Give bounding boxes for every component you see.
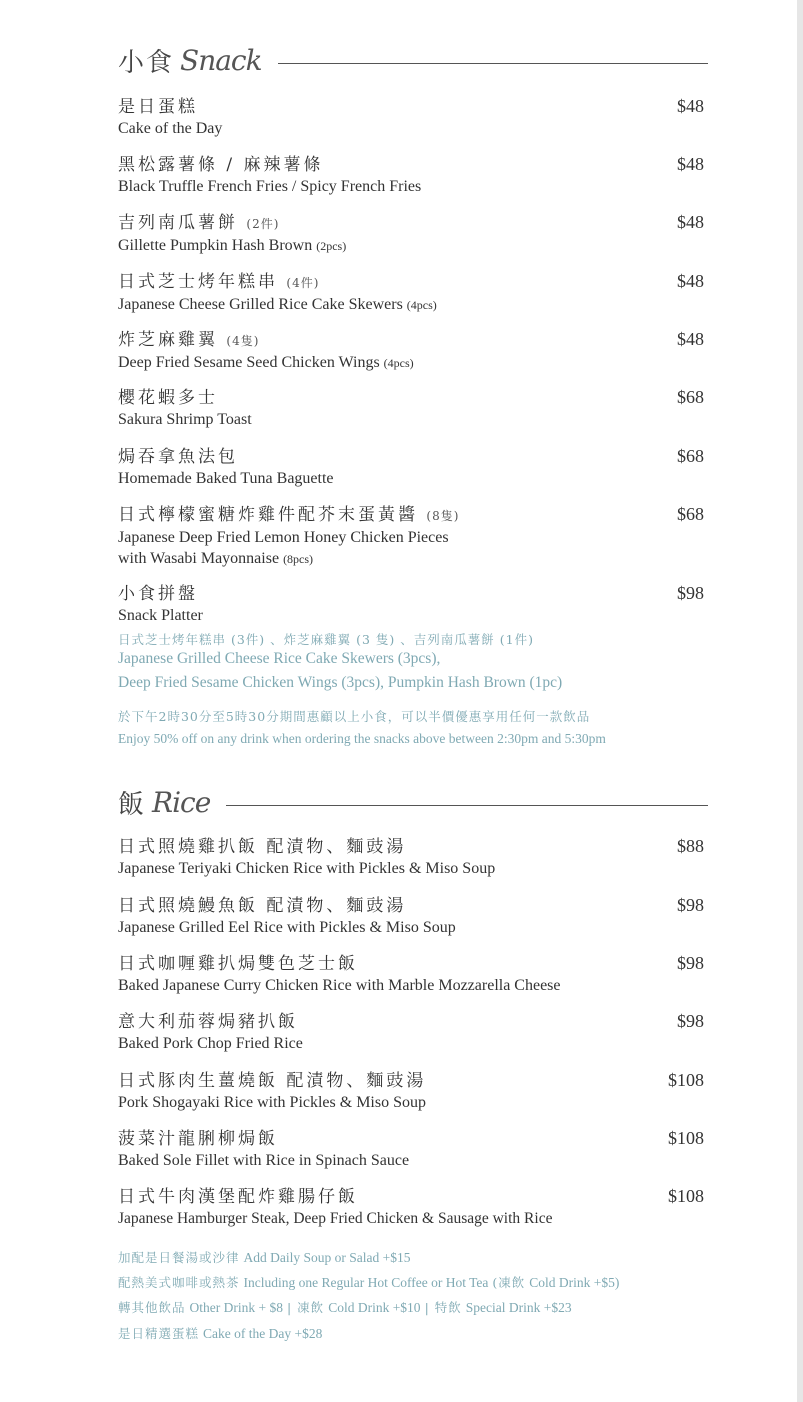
item-name-zh: 炸芝麻雞翼 [118, 330, 218, 350]
menu-item [118, 836, 704, 879]
item-name-en-line2: with Wasabi Mayonnaise [118, 550, 280, 567]
item-name-zh: 日式芝士烤年糕串 [118, 272, 278, 292]
snack-title-zh: 小食 [118, 48, 175, 78]
item-name-en: Deep Fried Sesame Seed Chicken Wings [118, 354, 380, 371]
item-name-zh: 日式照燒雞扒飯 配漬物、麵豉湯 [118, 837, 407, 857]
item-price: $98 [677, 583, 704, 603]
menu-item [118, 96, 704, 139]
item-price: $48 [677, 271, 704, 291]
item-price: $88 [677, 836, 704, 856]
menu-item [118, 504, 704, 570]
platter-detail-en-line2: Deep Fried Sesame Chicken Wings (3pcs), Pumpkin Hash Brown (1pc) [118, 674, 563, 691]
addon-cake [118, 1324, 322, 1343]
snack-title-en: Snack [180, 44, 262, 77]
item-name-en: Gillette Pumpkin Hash Brown [118, 237, 313, 254]
item-qty-zh: (4件) [286, 276, 320, 290]
item-name-en: Japanese Cheese Grilled Rice Cake Skewers [118, 296, 403, 313]
item-name-zh: 日式牛肉漢堡配炸雞腸仔飯 [118, 1187, 358, 1207]
menu-item [118, 446, 704, 489]
item-name-en: Baked Sole Fillet with Rice in Spinach Sauce [118, 1152, 410, 1169]
addon-zh: 配熱美式咖啡或熱茶 [118, 1275, 240, 1290]
menu-item [118, 1011, 704, 1054]
item-name-zh: 日式檸檬蜜糖炸雞件配芥末蛋黃醬 [118, 505, 418, 525]
addon-en-3: Special Drink +$23 [465, 1300, 572, 1315]
addon-zh: 是日精選蛋糕 [118, 1326, 200, 1341]
item-qty-en: (8pcs) [283, 552, 314, 566]
item-name-zh: 日式照燒鰻魚飯 配漬物、麵豉湯 [118, 896, 407, 916]
rice-section-header [118, 784, 708, 821]
item-name-zh: 櫻花蝦多士 [118, 388, 218, 408]
addon-en: Add Daily Soup or Salad +$15 [243, 1250, 411, 1265]
addon-zh-3: | 特飲 [424, 1300, 462, 1315]
item-price: $98 [677, 953, 704, 973]
item-name-en: Japanese Hamburger Steak, Deep Fried Chicken & Sausage with Rice [118, 1210, 553, 1227]
item-price: $48 [677, 96, 704, 116]
item-qty-zh: (2件) [246, 217, 280, 231]
item-name-en: Japanese Deep Fried Lemon Honey Chicken Pieces [118, 529, 449, 546]
rice-title-zh: 飯 [118, 790, 147, 820]
item-price: $48 [677, 154, 704, 174]
item-name-zh: 日式咖喱雞扒焗雙色芝士飯 [118, 954, 358, 974]
platter-detail-en-line1: Japanese Grilled Cheese Rice Cake Skewers (3pcs), [118, 650, 441, 667]
item-name-zh: 小食拼盤 [118, 584, 198, 604]
menu-item [118, 329, 704, 374]
addon-zh-2: | 凍飲 [287, 1300, 325, 1315]
item-price: $108 [668, 1186, 704, 1206]
addon-en: Including one Regular Hot Coffee or Hot Tea [243, 1275, 489, 1290]
addon-soup-salad [118, 1248, 411, 1267]
menu-item [118, 895, 704, 938]
menu-item [118, 271, 704, 316]
menu-item [118, 1128, 704, 1171]
menu-item [118, 953, 704, 996]
menu-item [118, 1186, 704, 1229]
item-qty-en: (2pcs) [316, 239, 347, 253]
item-price: $108 [668, 1070, 704, 1090]
addon-coffee-tea [118, 1273, 619, 1292]
addon-en: Other Drink + $8 [189, 1300, 283, 1315]
item-name-en: Homemade Baked Tuna Baguette [118, 470, 334, 487]
item-name-zh: 焗吞拿魚法包 [118, 447, 238, 467]
addon-zh-2: (凍飲 [492, 1275, 526, 1290]
item-name-zh: 日式豚肉生薑燒飯 配漬物、麵豉湯 [118, 1071, 427, 1091]
item-name-en: Sakura Shrimp Toast [118, 411, 252, 428]
menu-item [118, 1070, 704, 1113]
rice-title-en: Rice [152, 786, 211, 819]
item-price: $68 [677, 446, 704, 466]
page-edge [797, 0, 803, 1402]
item-name-en: Baked Pork Chop Fried Rice [118, 1035, 303, 1052]
item-name-en: Japanese Grilled Eel Rice with Pickles & Miso Soup [118, 919, 456, 936]
item-name-zh: 吉列南瓜薯餅 [118, 213, 238, 233]
addon-zh: 轉其他飲品 [118, 1300, 186, 1315]
item-name-en: Cake of the Day [118, 120, 223, 137]
menu-item [118, 387, 704, 430]
rice-header-rule [226, 805, 708, 806]
item-name-zh: 菠菜汁龍脷柳焗飯 [118, 1129, 278, 1149]
menu-item [118, 212, 704, 257]
item-price: $98 [677, 895, 704, 915]
snack-promo-zh: 於下午2時30分至5時30分期間惠顧以上小食，可以半價優惠享用任何一款飲品 [118, 709, 591, 724]
addon-en-2: Cold Drink +$5) [529, 1275, 620, 1290]
item-qty-en: (4pcs) [406, 298, 437, 312]
item-price: $98 [677, 1011, 704, 1031]
item-name-en: Pork Shogayaki Rice with Pickles & Miso Soup [118, 1094, 426, 1111]
item-name-en: Snack Platter [118, 607, 203, 624]
item-qty-zh: (8隻) [426, 509, 460, 523]
item-name-en: Black Truffle French Fries / Spicy French Fries [118, 178, 422, 195]
item-name-zh: 意大利茄蓉焗豬扒飯 [118, 1012, 298, 1032]
item-name-en: Baked Japanese Curry Chicken Rice with Marble Mozzarella Cheese [118, 977, 561, 994]
menu-item [118, 583, 704, 626]
snack-section-header [118, 42, 708, 79]
item-qty-zh: (4隻) [226, 334, 260, 348]
item-price: $48 [677, 329, 704, 349]
item-price: $108 [668, 1128, 704, 1148]
item-name-zh: 是日蛋糕 [118, 97, 198, 117]
addon-en-2: Cold Drink +$10 [328, 1300, 421, 1315]
item-price: $68 [677, 504, 704, 524]
addon-other-drink [118, 1298, 572, 1317]
item-name-en: Japanese Teriyaki Chicken Rice with Pickles & Miso Soup [118, 860, 496, 877]
addon-zh: 加配是日餐湯或沙律 [118, 1250, 240, 1265]
menu-item [118, 154, 704, 197]
item-qty-en: (4pcs) [383, 356, 414, 370]
item-name-zh: 黑松露薯條 / 麻辣薯條 [118, 155, 324, 175]
item-price: $48 [677, 212, 704, 232]
item-price: $68 [677, 387, 704, 407]
platter-detail-zh: 日式芝士烤年糕串 (3件) 、炸芝麻雞翼 (3 隻) 、吉列南瓜薯餅 (1件) [118, 632, 534, 647]
snack-header-rule [278, 63, 708, 64]
addon-en: Cake of the Day +$28 [203, 1326, 323, 1341]
snack-promo-en: Enjoy 50% off on any drink when ordering the snacks above between 2:30pm and 5:30pm [118, 731, 606, 746]
